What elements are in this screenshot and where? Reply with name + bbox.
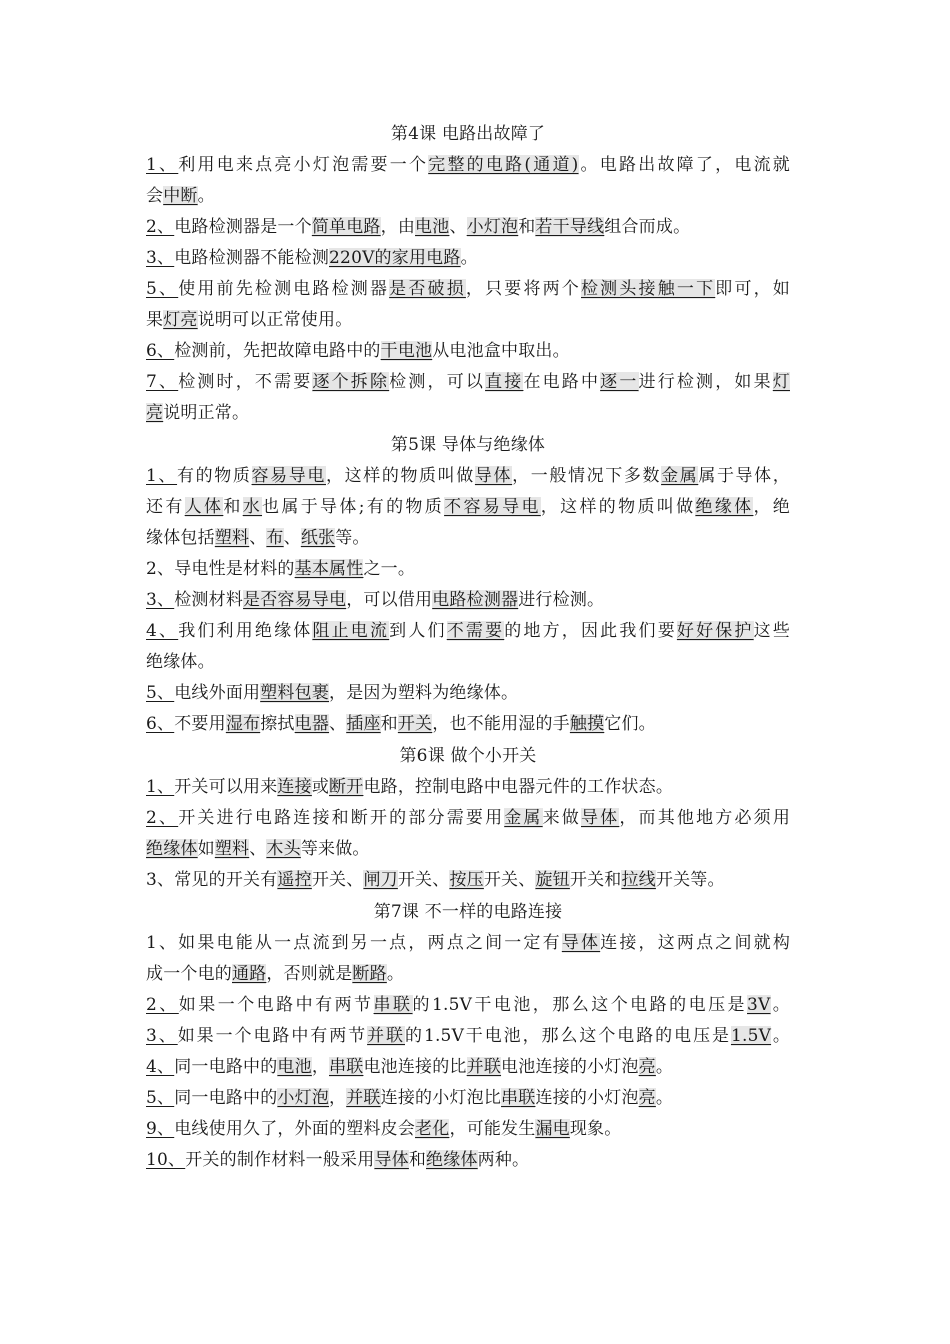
answer-blank: 拉线 <box>621 870 656 890</box>
answer-blank: 并联 <box>466 1057 502 1077</box>
text-span: 它们。 <box>604 714 656 734</box>
answer-blank: 是否容易导电 <box>243 590 347 610</box>
answer-blank: 断路 <box>352 964 387 984</box>
text-line <box>146 616 790 647</box>
text-span: 擦拭 <box>260 714 295 734</box>
text-span: 之一。 <box>363 559 416 579</box>
text-span: 我们利用绝缘体 <box>178 621 313 641</box>
text-line <box>146 585 790 616</box>
text-span: ，一般情况下多数 <box>512 466 662 486</box>
item-number: 1、 <box>146 466 178 486</box>
text-line <box>146 1052 790 1083</box>
text-span: 开关、 <box>483 870 536 890</box>
item-number: 2、 <box>146 995 179 1015</box>
text-line <box>146 1145 790 1176</box>
lesson-title: 第7课 不一样的电路连接 <box>373 902 563 922</box>
text-span: 。 <box>770 995 791 1015</box>
text-span: 进行检测，如果 <box>638 372 773 392</box>
answer-blank: 导体 <box>374 1150 409 1170</box>
answer-blank: 导体 <box>474 466 513 486</box>
text-span: ， <box>311 1057 330 1077</box>
text-span: 、 <box>249 528 267 548</box>
text-span: 、 <box>283 528 301 548</box>
answer-blank: 灯亮 <box>163 310 198 330</box>
text-span: 连接，这两点之间就构 <box>600 933 791 953</box>
text-span: 说明可以正常使用。 <box>197 310 353 330</box>
text-span: 、 <box>329 714 347 734</box>
text-span: 、 <box>249 839 267 859</box>
text-span: 利用电来点亮小灯泡需要一个 <box>178 155 429 175</box>
text-span: ，这样的物质叫做 <box>325 466 475 486</box>
text-span: 有的物质 <box>177 466 252 486</box>
answer-blank: 灯 <box>772 372 790 392</box>
text-span: 电线外面用 <box>174 683 261 703</box>
answer-blank: 木头 <box>266 839 301 859</box>
answer-blank: 纸张 <box>300 528 336 548</box>
text-span: 或 <box>311 777 330 797</box>
text-span: 在电路中 <box>523 372 601 392</box>
answer-blank: 金属 <box>504 808 543 828</box>
item-number: 4、 <box>146 621 179 641</box>
answer-blank: 绝缘体 <box>426 1150 478 1170</box>
answer-blank: 电器 <box>294 714 330 734</box>
answer-blank: 金属 <box>661 466 699 486</box>
text-span: ，而其他地方必须用 <box>619 808 791 828</box>
answer-blank: 闸刀 <box>363 870 398 890</box>
answer-blank: 绝缘体 <box>695 497 754 517</box>
text-span: 使用前先检测电路检测器 <box>178 279 390 299</box>
text-span: 检测，可以 <box>389 372 486 392</box>
text-line <box>146 1114 790 1145</box>
answer-blank: 连接 <box>277 777 312 797</box>
answer-blank: 串联 <box>373 995 413 1015</box>
item-number: 3、 <box>146 590 175 610</box>
item-number: 5、 <box>146 683 175 703</box>
text-line <box>146 212 790 243</box>
answer-blank: 容易导电 <box>251 466 326 486</box>
lesson-title: 第4课 电路出故障了 <box>390 124 546 144</box>
item-number: 6、 <box>146 341 175 361</box>
answer-blank: 塑料包裹 <box>260 683 330 703</box>
text-line <box>146 772 790 803</box>
text-span: 1、如果电能从一点流到另一点，两点之间一定有 <box>146 933 562 953</box>
answer-blank: 导体 <box>581 808 620 828</box>
answer-blank: 绝缘体 <box>146 839 198 859</box>
text-span: 。 <box>771 1026 791 1046</box>
text-span: 2、导电性是材料的 <box>146 559 295 579</box>
text-line <box>146 1021 790 1052</box>
answer-blank: 220V的家用电路 <box>329 248 461 268</box>
text-line <box>146 678 790 709</box>
text-line <box>146 959 790 990</box>
answer-blank: 开关 <box>397 714 433 734</box>
answer-blank: 若干导线 <box>535 217 605 237</box>
text-span: 同一电路中的 <box>174 1088 278 1108</box>
item-number: 6、 <box>146 714 175 734</box>
item-number: 2、 <box>146 808 179 828</box>
text-span: ，由 <box>380 217 416 237</box>
text-line <box>146 523 790 554</box>
text-span: 。 <box>386 964 405 984</box>
text-span: 。 <box>655 1057 674 1077</box>
item-number: 4、 <box>146 1057 175 1077</box>
text-line <box>146 243 790 274</box>
answer-blank: 老化 <box>415 1119 450 1139</box>
text-line <box>146 150 790 181</box>
text-span: 还有 <box>146 497 185 517</box>
answer-blank: 并联 <box>367 1026 405 1046</box>
text-line <box>146 834 790 865</box>
text-span: 检测时，不需要 <box>178 372 313 392</box>
text-span: ，绝 <box>753 497 791 517</box>
text-span: 这些 <box>753 621 790 641</box>
lesson-section <box>146 896 790 1176</box>
answer-blank: 断开 <box>329 777 364 797</box>
text-span: 。 <box>655 1088 674 1108</box>
text-span: 组合而成。 <box>604 217 691 237</box>
answer-blank: 逐一 <box>600 372 639 392</box>
text-line <box>146 181 790 212</box>
answer-blank: 1.5V <box>730 1026 772 1046</box>
answer-blank: 塑料 <box>214 839 250 859</box>
answer-blank: 是否破损 <box>389 279 466 299</box>
answer-blank: 完整的电路(通道) <box>428 155 579 175</box>
answer-blank: 布 <box>266 528 284 548</box>
text-line <box>146 990 790 1021</box>
item-number: 3、 <box>146 248 175 268</box>
answer-blank: 湿布 <box>225 714 261 734</box>
lesson-section <box>146 429 790 740</box>
lesson-title: 第5课 导体与绝缘体 <box>390 435 546 455</box>
text-span: 等来做。 <box>300 839 370 859</box>
text-span: 成一个电的 <box>146 964 232 984</box>
answer-blank: 简单电路 <box>311 217 381 237</box>
lesson-title: 第6课 做个小开关 <box>399 746 537 766</box>
answer-blank: 电池 <box>415 217 450 237</box>
answer-blank: 电路检测器 <box>432 590 519 610</box>
text-span: 电路检测器是一个 <box>174 217 312 237</box>
answer-blank: 逐个拆除 <box>312 372 390 392</box>
item-number: 7、 <box>146 372 179 392</box>
text-span: 连接的小灯泡比 <box>380 1088 502 1108</box>
text-line <box>146 492 790 523</box>
answer-blank: 串联 <box>329 1057 364 1077</box>
text-span: 电池连接的比 <box>363 1057 467 1077</box>
text-span: 的1.5V干电池，那么这个电路的电压是 <box>405 1026 731 1046</box>
answer-blank: 直接 <box>485 372 524 392</box>
text-span: 说明正常。 <box>163 403 250 423</box>
answer-blank: 阻止电流 <box>312 621 390 641</box>
text-span: 和 <box>380 714 398 734</box>
text-span: 和 <box>223 497 243 517</box>
text-span: 的地方，因此我们要 <box>504 621 677 641</box>
text-line <box>146 709 790 740</box>
text-span: 不要用 <box>174 714 226 734</box>
text-span: 的1.5V干电池，那么这个电路的电压是 <box>412 995 748 1015</box>
text-span: 缘体包括 <box>146 528 215 548</box>
text-span: 开关、 <box>397 870 450 890</box>
text-span: 电线使用久了，外面的塑料皮会 <box>174 1119 416 1139</box>
text-span: ，也不能用湿的手 <box>432 714 570 734</box>
text-span: 现象。 <box>569 1119 622 1139</box>
answer-blank: 导体 <box>561 933 601 953</box>
text-span: 和 <box>518 217 536 237</box>
text-span: 到人们 <box>389 621 447 641</box>
answer-blank: 3V <box>747 995 771 1015</box>
text-line <box>146 367 790 398</box>
item-number: 1、 <box>146 155 179 175</box>
text-span: 开关、 <box>311 870 364 890</box>
text-span: 开关进行电路连接和断开的部分需要用 <box>178 808 505 828</box>
answer-blank: 漏电 <box>535 1119 570 1139</box>
answer-blank: 小灯泡 <box>277 1088 330 1108</box>
item-number: 2、 <box>146 217 175 237</box>
text-span: 电路检测器不能检测 <box>174 248 330 268</box>
answer-blank: 不需要 <box>446 621 505 641</box>
text-span: 也属于导体;有的物质 <box>262 497 445 517</box>
text-line <box>146 647 790 678</box>
text-span: 。 <box>460 248 478 268</box>
text-span: 同一电路中的 <box>174 1057 278 1077</box>
text-span: 3、常见的开关有 <box>146 870 278 890</box>
text-span: 来做 <box>542 808 581 828</box>
text-span: 电池连接的小灯泡 <box>501 1057 639 1077</box>
item-number: 1、 <box>146 777 175 797</box>
text-line <box>146 274 790 305</box>
text-span: 绝缘体。 <box>146 652 215 672</box>
answer-blank: 中断 <box>163 186 198 206</box>
text-span: 电路，控制电路中电器元件的工作状态。 <box>363 777 674 797</box>
item-number: 3、 <box>146 1026 178 1046</box>
answer-blank: 干电池 <box>380 341 433 361</box>
answer-blank: 小灯泡 <box>466 217 519 237</box>
text-span: 开关可以用来 <box>174 777 278 797</box>
answer-blank: 电池 <box>277 1057 312 1077</box>
item-number: 5、 <box>146 279 179 299</box>
text-span: 会 <box>146 186 164 206</box>
text-line <box>146 554 790 585</box>
answer-blank: 水 <box>242 497 263 517</box>
answer-blank: 亮 <box>638 1057 656 1077</box>
answer-blank: 亮 <box>638 1088 656 1108</box>
text-span: 。 <box>197 186 215 206</box>
answer-blank: 检测头接触一下 <box>581 279 716 299</box>
text-span: 如 <box>197 839 215 859</box>
text-span: 开关的制作材料一般采用 <box>185 1150 375 1170</box>
answer-blank: 基本属性 <box>294 559 364 579</box>
answer-blank: 遥控 <box>277 870 312 890</box>
item-number: 10、 <box>146 1150 186 1170</box>
text-span: 果 <box>146 310 164 330</box>
text-span: 进行检测。 <box>518 590 605 610</box>
answer-blank: 并联 <box>346 1088 381 1108</box>
text-span: 连接的小灯泡 <box>535 1088 639 1108</box>
text-span: 检测前，先把故障电路中的 <box>174 341 381 361</box>
answer-blank: 人体 <box>184 497 224 517</box>
answer-blank: 亮 <box>146 403 164 423</box>
text-span: 等。 <box>335 528 370 548</box>
text-span: ， <box>329 1088 347 1108</box>
text-line <box>146 1083 790 1114</box>
text-span: ，是因为塑料为绝缘体。 <box>329 683 519 703</box>
text-line <box>146 336 790 367</box>
text-span: 、 <box>449 217 467 237</box>
text-line <box>146 928 790 959</box>
text-line <box>146 461 790 492</box>
item-number: 9、 <box>146 1119 175 1139</box>
answer-blank: 触摸 <box>569 714 605 734</box>
answer-blank: 按压 <box>449 870 484 890</box>
text-span: 如果一个电路中有两节 <box>177 1026 368 1046</box>
lesson-section <box>146 118 790 429</box>
text-span: ，否则就是 <box>266 964 353 984</box>
text-span: ，可能发生 <box>449 1119 536 1139</box>
text-span: 检测材料 <box>174 590 244 610</box>
text-line <box>146 865 790 896</box>
answer-blank: 好好保护 <box>676 621 754 641</box>
text-span: 即可，如 <box>715 279 791 299</box>
answer-blank: 旋钮 <box>535 870 570 890</box>
answer-blank: 串联 <box>501 1088 536 1108</box>
text-span: 开关等。 <box>655 870 725 890</box>
text-span: ，这样的物质叫做 <box>540 497 696 517</box>
answer-blank: 塑料 <box>214 528 250 548</box>
text-span: 。电路出故障了，电流就 <box>578 155 791 175</box>
text-line <box>146 305 790 336</box>
item-number: 5、 <box>146 1088 175 1108</box>
text-line <box>146 398 790 429</box>
answer-blank: 插座 <box>346 714 381 734</box>
text-span: ，可以借用 <box>346 590 433 610</box>
text-span: 从电池盒中取出。 <box>432 341 570 361</box>
lesson-section <box>146 740 790 896</box>
text-line <box>146 803 790 834</box>
answer-blank: 通路 <box>232 964 267 984</box>
document-page <box>146 118 790 1176</box>
text-span: ，只要将两个 <box>465 279 581 299</box>
text-span: 属于导体， <box>698 466 790 486</box>
text-span: 如果一个电路中有两节 <box>178 995 374 1015</box>
text-span: 和 <box>408 1150 427 1170</box>
text-span: 两种。 <box>477 1150 530 1170</box>
answer-blank: 不容易导电 <box>444 497 541 517</box>
text-span: 开关和 <box>569 870 622 890</box>
